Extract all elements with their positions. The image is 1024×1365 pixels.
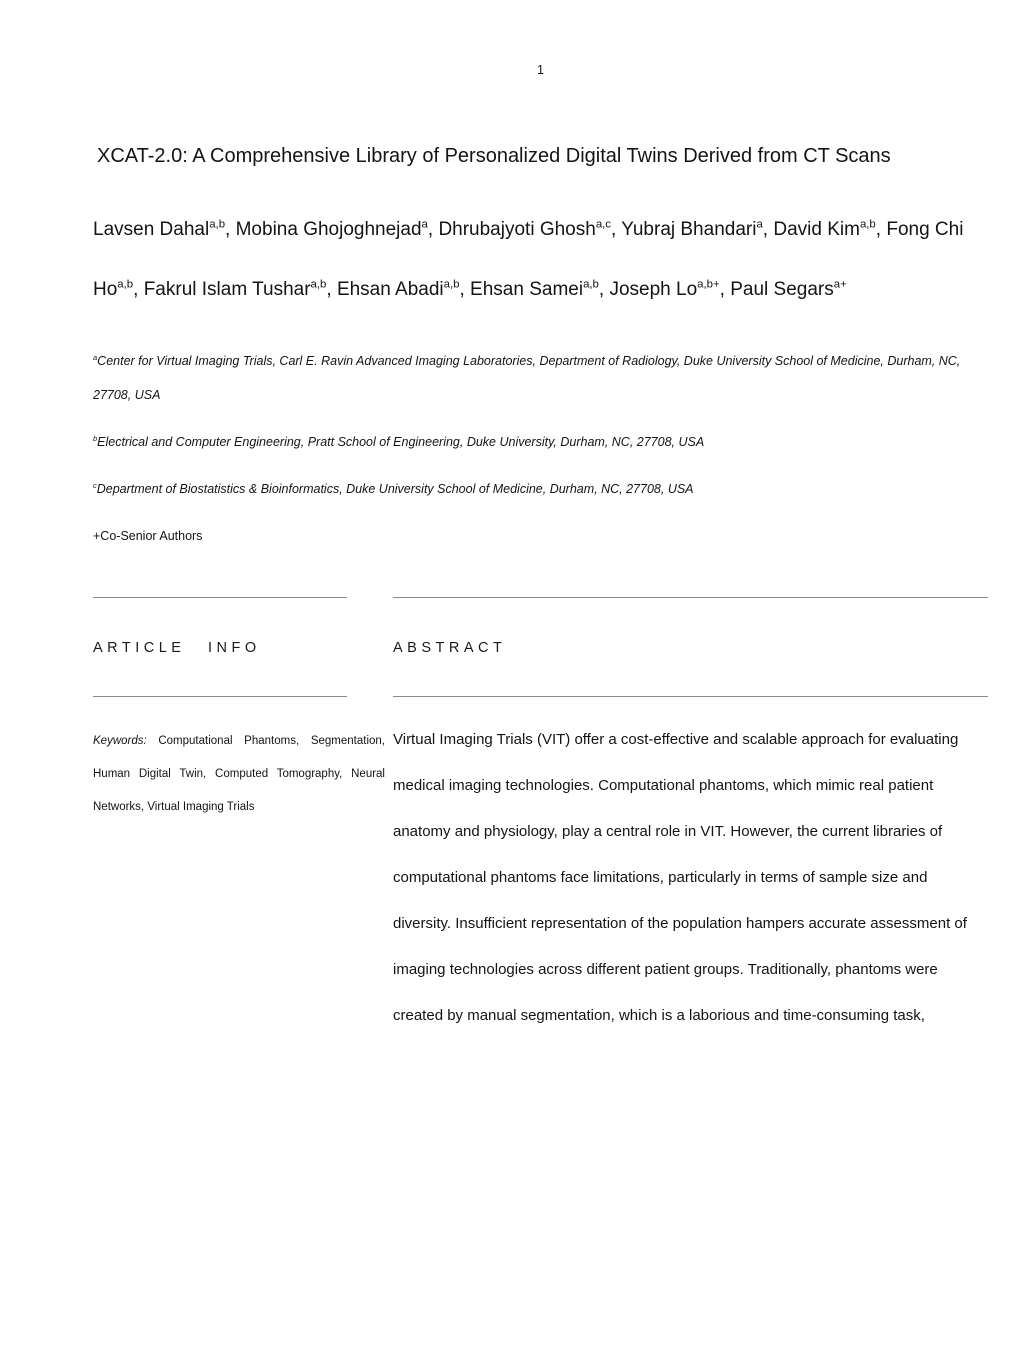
author-name: Yubraj Bhandari [621, 219, 757, 240]
keywords-label: Keywords: [93, 735, 147, 747]
page-number: 1 [537, 63, 544, 77]
author-affiliation-marker: a,b [310, 278, 327, 291]
author-affiliation-marker: a,b [117, 278, 134, 291]
author-affiliation-marker: a,b+ [697, 278, 720, 291]
author-affiliation-marker: a+ [833, 278, 847, 291]
author-name: Fakrul Islam Tushar [143, 279, 311, 300]
author-name: Mobina Ghojoghnejad [235, 219, 422, 240]
author-affiliation-marker: a,c [595, 218, 612, 231]
abstract-text: Virtual Imaging Trials (VIT) offer a cost-effective and scalable approach for evaluating medical imaging technologies. Computational phantoms, which mimic real patient anatomy and physiology, play a central role in VIT. However, the current libraries of computational phantoms face limitations, particularly in terms of sample size and diversity. Insufficient representation of the population hampers accurate assessment of imaging technologies across different patient groups. Traditionally, phantoms were created by manual segmentation, which is a laborious and time-consuming task, [393, 731, 967, 1024]
author-name: Joseph Lo [609, 279, 698, 300]
author-affiliation-marker: a [756, 218, 763, 231]
author-list: Lavsen Dahal$^{a,b}$, Mobina Ghojoghnejad$^a$, Dhrubajyoti Ghosh$^{a,c}$, Yubraj Bhandari$^a$, David Kim$^{a,b}$, Fong Chi Ho$^{a,b}$, Fakrul Islam Tushar$^{a,b}$, Ehsan Abadi$^{a,b}$, Ehsan Samei$^{a,b}$, Joseph $Lo^{a,b+}$, Paul Segars$^{a+}$ [93, 218, 964, 300]
author-name: Ehsan Abadi [336, 279, 444, 300]
author-affiliation-marker: a,b [583, 278, 599, 291]
author-name: David Kim [773, 219, 860, 240]
affiliation-line: $^b$Electrical and Computer Engineering, Pratt School of Engineering, Duke University, Durham, NC, 27708, USA [93, 433, 705, 449]
author-name: Dhrubajyoti Ghosh [438, 219, 596, 240]
article-info-divider-bottom [93, 696, 347, 697]
affiliations [93, 344, 988, 506]
affiliation-line: $^c$Department of Biostatistics & Bioinformatics, Duke University School of Medicine, Durham, NC, 27708, USA [93, 480, 694, 496]
author-affiliation-marker: a [421, 218, 428, 231]
author-name: Lavsen Dahal [93, 219, 210, 240]
affiliation-marker: c [93, 480, 97, 490]
co-senior-note: +Co-Senior Authors [93, 529, 203, 543]
abstract-heading: ABSTRACT [393, 640, 507, 656]
author-affiliation-marker: a,b [443, 278, 460, 291]
article-info-column [93, 597, 385, 824]
abstract-column [393, 597, 988, 1039]
author-affiliation-marker: a,b [209, 218, 226, 231]
abstract-divider-bottom [393, 696, 988, 697]
affiliation-line: $^a$Center for Virtual Imaging Trials, Carl E. Ravin Advanced Imaging Laboratories, Department of Radiology, Duke University School of Medicine, Durham, NC, 27708, USA [93, 352, 961, 402]
keywords-text: Computational Phantoms, Segmentation, Human Digital Twin, Computed Tomography, Neural Networks, Virtual Imaging Trials [93, 735, 385, 813]
affiliation-marker: b [93, 433, 98, 443]
paper-title: XCAT-2.0: A Comprehensive Library of Personalized Digital Twins Derived from CT Scans [97, 145, 891, 167]
keywords-block [93, 725, 385, 824]
two-column-section [93, 597, 988, 1039]
author-affiliation-marker: a,b [859, 218, 876, 231]
author-name: Paul Segars [730, 279, 834, 300]
author-name: Ehsan Samei [470, 279, 584, 300]
article-info-heading: ARTICLE INFO [93, 640, 261, 656]
affiliation-marker: a [93, 352, 98, 362]
author-name: Fong Chi Ho [93, 219, 964, 300]
